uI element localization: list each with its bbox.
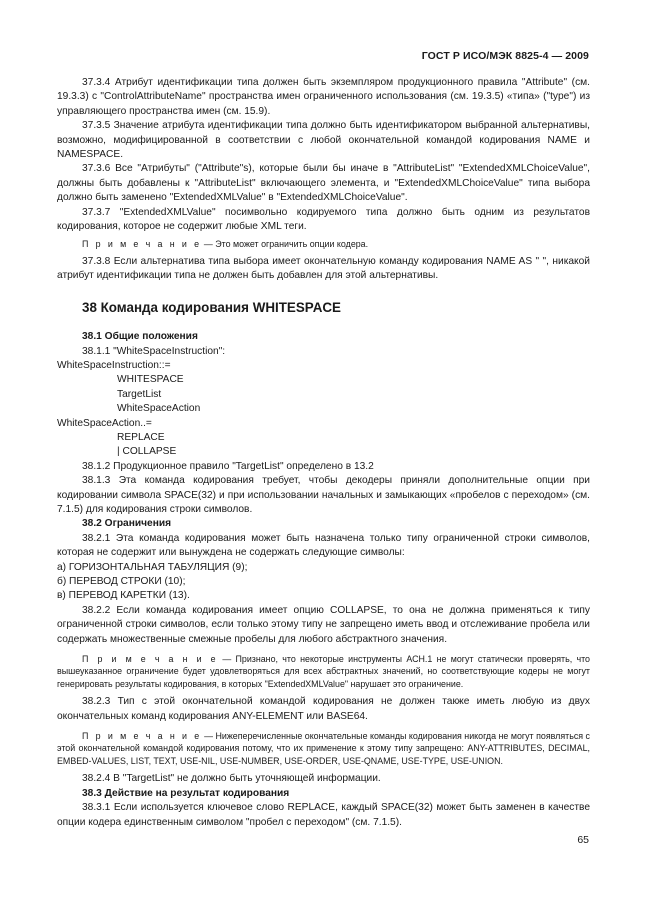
- note-2: [57, 653, 590, 690]
- clause-38-3-1: 38.3.1 Если используется ключевое слово REPLACE, каждый SPACE(32) может быть заменен в качестве опции кодера единственным символом "пробел с переходом" (см. 7.1.5).: [57, 802, 590, 828]
- clause-37-3-6: 37.3.6 Все "Атрибуты" ("Attribute"s), которые были бы иначе в "AttributeList" "ExtendedXMLChoiceValue", должны быть добавлены к "AttributeList" включающего элемента, и "ExtendedXMLChoiceValue" типа выбора должно быть заменено "ExtendedXMLValue" в "ExtendedXMLChoiceValue".: [57, 163, 590, 204]
- clause-38-2-1: 38.2.1 Эта команда кодирования может быть назначена только типу ограниченной строки символов, которая не содержит или вынуждена не содержать следующие символы:: [57, 532, 590, 559]
- clause-37-3-4: 37.3.4 Атрибут идентификации типа должен быть экземпляром продукционного правила "Attribute" (см. 19.3.3) с "ControlAttributeName" пространства имен ограниченного использования (см. 19.3.5) «типа» ("type") из управляющего пространства имен (см. 15.9).: [57, 77, 590, 117]
- page-body: [57, 76, 590, 830]
- note-label: П р и м е ч а н и е: [82, 654, 219, 665]
- clause-38-2-4: 38.2.4 В "TargetList" не должно быть уточняющей информации.: [82, 773, 381, 785]
- clause-38-1-1: 38.1.1 "WhiteSpaceInstruction":: [82, 345, 226, 357]
- section-38-heading: 38 Команда кодирования WHITESPACE: [82, 299, 341, 315]
- list-item-a: а) ГОРИЗОНТАЛЬНАЯ ТАБУЛЯЦИЯ (9);: [57, 561, 248, 573]
- clause-38-1-3: 38.1.3 Эта команда кодирования требует, чтобы декодеры приняли дополнительные опции при кодировании символа SPACE(32) и при использовании начальных и замыкающих «пробелов с переходом» (см. 7.1.5) для кодирования строки символов.: [57, 475, 590, 515]
- clause-38-2-2: 38.2.2 Если команда кодирования имеет опцию COLLAPSE, то она не должна применяться к типу ограниченной строки символов, если только этому типу не запрещено иметь ввод и отслеживание пробела или содержать множественные смежные пробелы для любого абстрактного значения.: [57, 604, 590, 645]
- subsection-38-3-heading: 38.3 Действие на результат кодирования: [82, 787, 290, 799]
- grammar-collapse: | COLLAPSE: [117, 446, 177, 458]
- page-number: 65: [577, 834, 589, 846]
- clause-37-3-5: 37.3.5 Значение атрибута идентификации типа должно быть идентификатором выбранной альтернативы, возможно, модифицированной в соответствии с любой окончательной командой кодирования NAME и NAMESPACE.: [57, 120, 590, 161]
- note-text: — Это может ограничить опции кодера.: [201, 239, 369, 250]
- clause-38-2-3: 38.2.3 Тип с этой окончательной командой кодирования не должен также иметь любую из двух окончательных команд кодирования ANY-ELEMENT или BASE64.: [57, 696, 590, 722]
- clause-37-3-8: 37.3.8 Если альтернатива типа выбора имеет окончательную команду кодирования NAME AS " ", никакой атрибут идентификации типа не должен быть добавлен для этой альтернативы.: [57, 255, 590, 282]
- subsection-38-2-heading: 38.2 Ограничения: [82, 518, 172, 530]
- grammar-targetlist: TargetList: [117, 388, 162, 400]
- note-3: [57, 730, 590, 767]
- grammar-whitespace: WHITESPACE: [117, 374, 184, 386]
- subsection-38-1-heading: 38.1 Общие положения: [82, 331, 198, 343]
- note-text: — Нижеперечисленные окончательные команды кодирования никогда не могут появляться с этой окончательной командой кодирования потому, что их применение к этому типу запрещено: ANY-ATTRIBUTES, DECIMAL, EMBED-VALUES, LIST, TEXT, USE-NIL, USE-NUMBER, USE-ORDER, USE-QNAME, USE-TYPE, USE-UNION.: [57, 731, 590, 766]
- note-label: П р и м е ч а н и е: [82, 239, 202, 250]
- clause-37-3-7: 37.3.7 "ExtendedXMLValue" посимвольно кодируемого типа должно быть одним из результатов кодирования, которое не содержит любые XML теги.: [57, 206, 590, 233]
- grammar-rule-head: WhiteSpaceInstruction::=: [57, 359, 171, 371]
- list-item-b: б) ПЕРЕВОД СТРОКИ (10);: [57, 576, 186, 587]
- grammar-whitespaceaction: WhiteSpaceAction: [117, 403, 201, 415]
- clause-38-1-2: 38.1.2 Продукционное правило "TargetList" определено в 13.2: [82, 460, 374, 472]
- grammar-replace: REPLACE: [117, 431, 165, 443]
- note-1: [57, 238, 590, 250]
- running-header: ГОСТ Р ИСО/МЭК 8825-4 — 2009: [421, 50, 589, 62]
- note-text: — Признано, что некоторые инструменты АСН.1 не могут статически проверять, что вышеуказанное ограничение будет удовлетворяться для всех абстрактных значений, но соответствующие кодеры не могут генерировать результаты кодирования, в которых "ExtendedXMLValue" нарушает это ограничение.: [57, 654, 590, 689]
- note-label: П р и м е ч а н и е: [82, 731, 202, 742]
- list-item-c: в) ПЕРЕВОД КАРЕТКИ (13).: [57, 590, 190, 602]
- grammar-action-head: WhiteSpaceAction..=: [57, 417, 152, 429]
